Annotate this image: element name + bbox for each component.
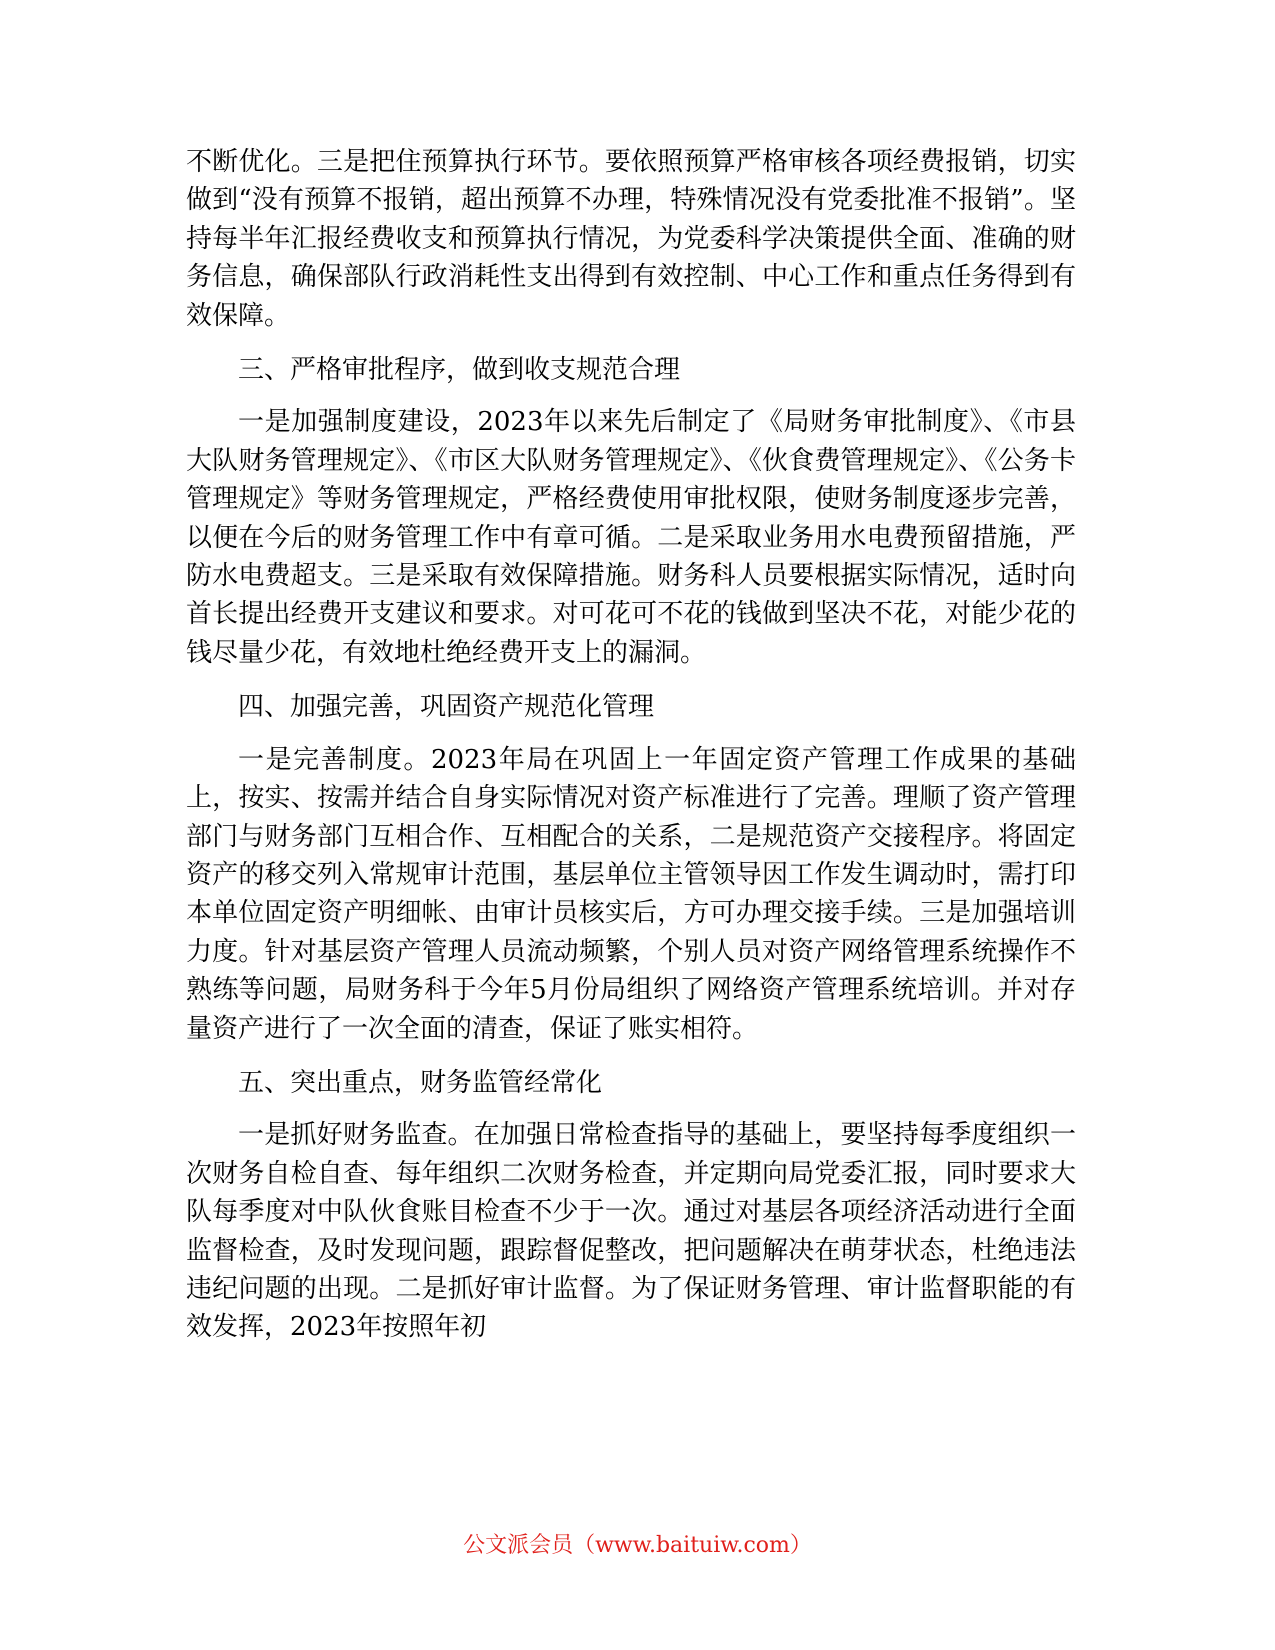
paragraph-section-3: 一是加强制度建设，2023年以来先后制定了《局财务审批制度》、《市县大队财务管理规定》、《市区大队财务管理规定》、《伙食费管理规定》、《公务卡管理规定》等财务管理规定，严格经费使用审批权限，使财务制度逐步完善，以便在今后的财务管理工作中有章可循。二是采取业务用水电费预留措施，严防水电费超支。三是采取有效保障措施。财务科人员要根据实际情况，适时向首长提出经费开支建议和要求。对可花可不花的钱做到坚决不花，对能少花的钱尽量少花，有效地杜绝经费开支上的漏洞。 (186, 407, 1076, 668)
section-heading-3: 三、严格审批程序，做到收支规范合理 (238, 355, 681, 386)
section-heading-5: 五、突出重点，财务监管经常化 (238, 1067, 603, 1098)
document-body (186, 143, 1076, 1347)
paragraph-section-4: 一是完善制度。2023年局在巩固上一年固定资产管理工作成果的基础上，按实、按需并结合自身实际情况对资产标准进行了完善。理顺了资产管理部门与财务部门互相合作、互相配合的关系，二是规范资产交接程序。将固定资产的移交列入常规审计范围，基层单位主管领导因工作发生调动时，需打印本单位固定资产明细帐、由审计员核实后，方可办理交接手续。三是加强培训力度。针对基层资产管理人员流动频繁，个别人员对资产网络管理系统操作不熟练等问题，局财务科于今年5月份局组织了网络资产管理系统培训。并对存量资产进行了一次全面的清查，保证了账实相符。 (186, 744, 1076, 1044)
footer-watermark-link[interactable]: 公文派会员（www.baituiw.com） (463, 1533, 812, 1558)
paragraph-section-5: 一是抓好财务监查。在加强日常检查指导的基础上，要坚持每季度组织一次财务自检自查、每年组织二次财务检查，并定期向局党委汇报，同时要求大队每季度对中队伙食账目检查不少于一次。通过对基层各项经济活动进行全面监督检查，及时发现问题，跟踪督促整改，把问题解决在萌芽状态，杜绝违法违纪问题的出现。二是抓好审计监督。为了保证财务管理、审计监督职能的有效发挥，2023年按照年初 (186, 1120, 1076, 1343)
paragraph-continued: 不断优化。三是把住预算执行环节。要依照预算严格审核各项经费报销，切实做到“没有预算不报销，超出预算不办理，特殊情况没有党委批准不报销”。坚持每半年汇报经费收支和预算执行情况，为党委科学决策提供全面、准确的财务信息，确保部队行政消耗性支出得到有效控制、中心工作和重点任务得到有效保障。 (186, 147, 1076, 331)
section-heading-4: 四、加强完善，巩固资产规范化管理 (238, 692, 655, 723)
